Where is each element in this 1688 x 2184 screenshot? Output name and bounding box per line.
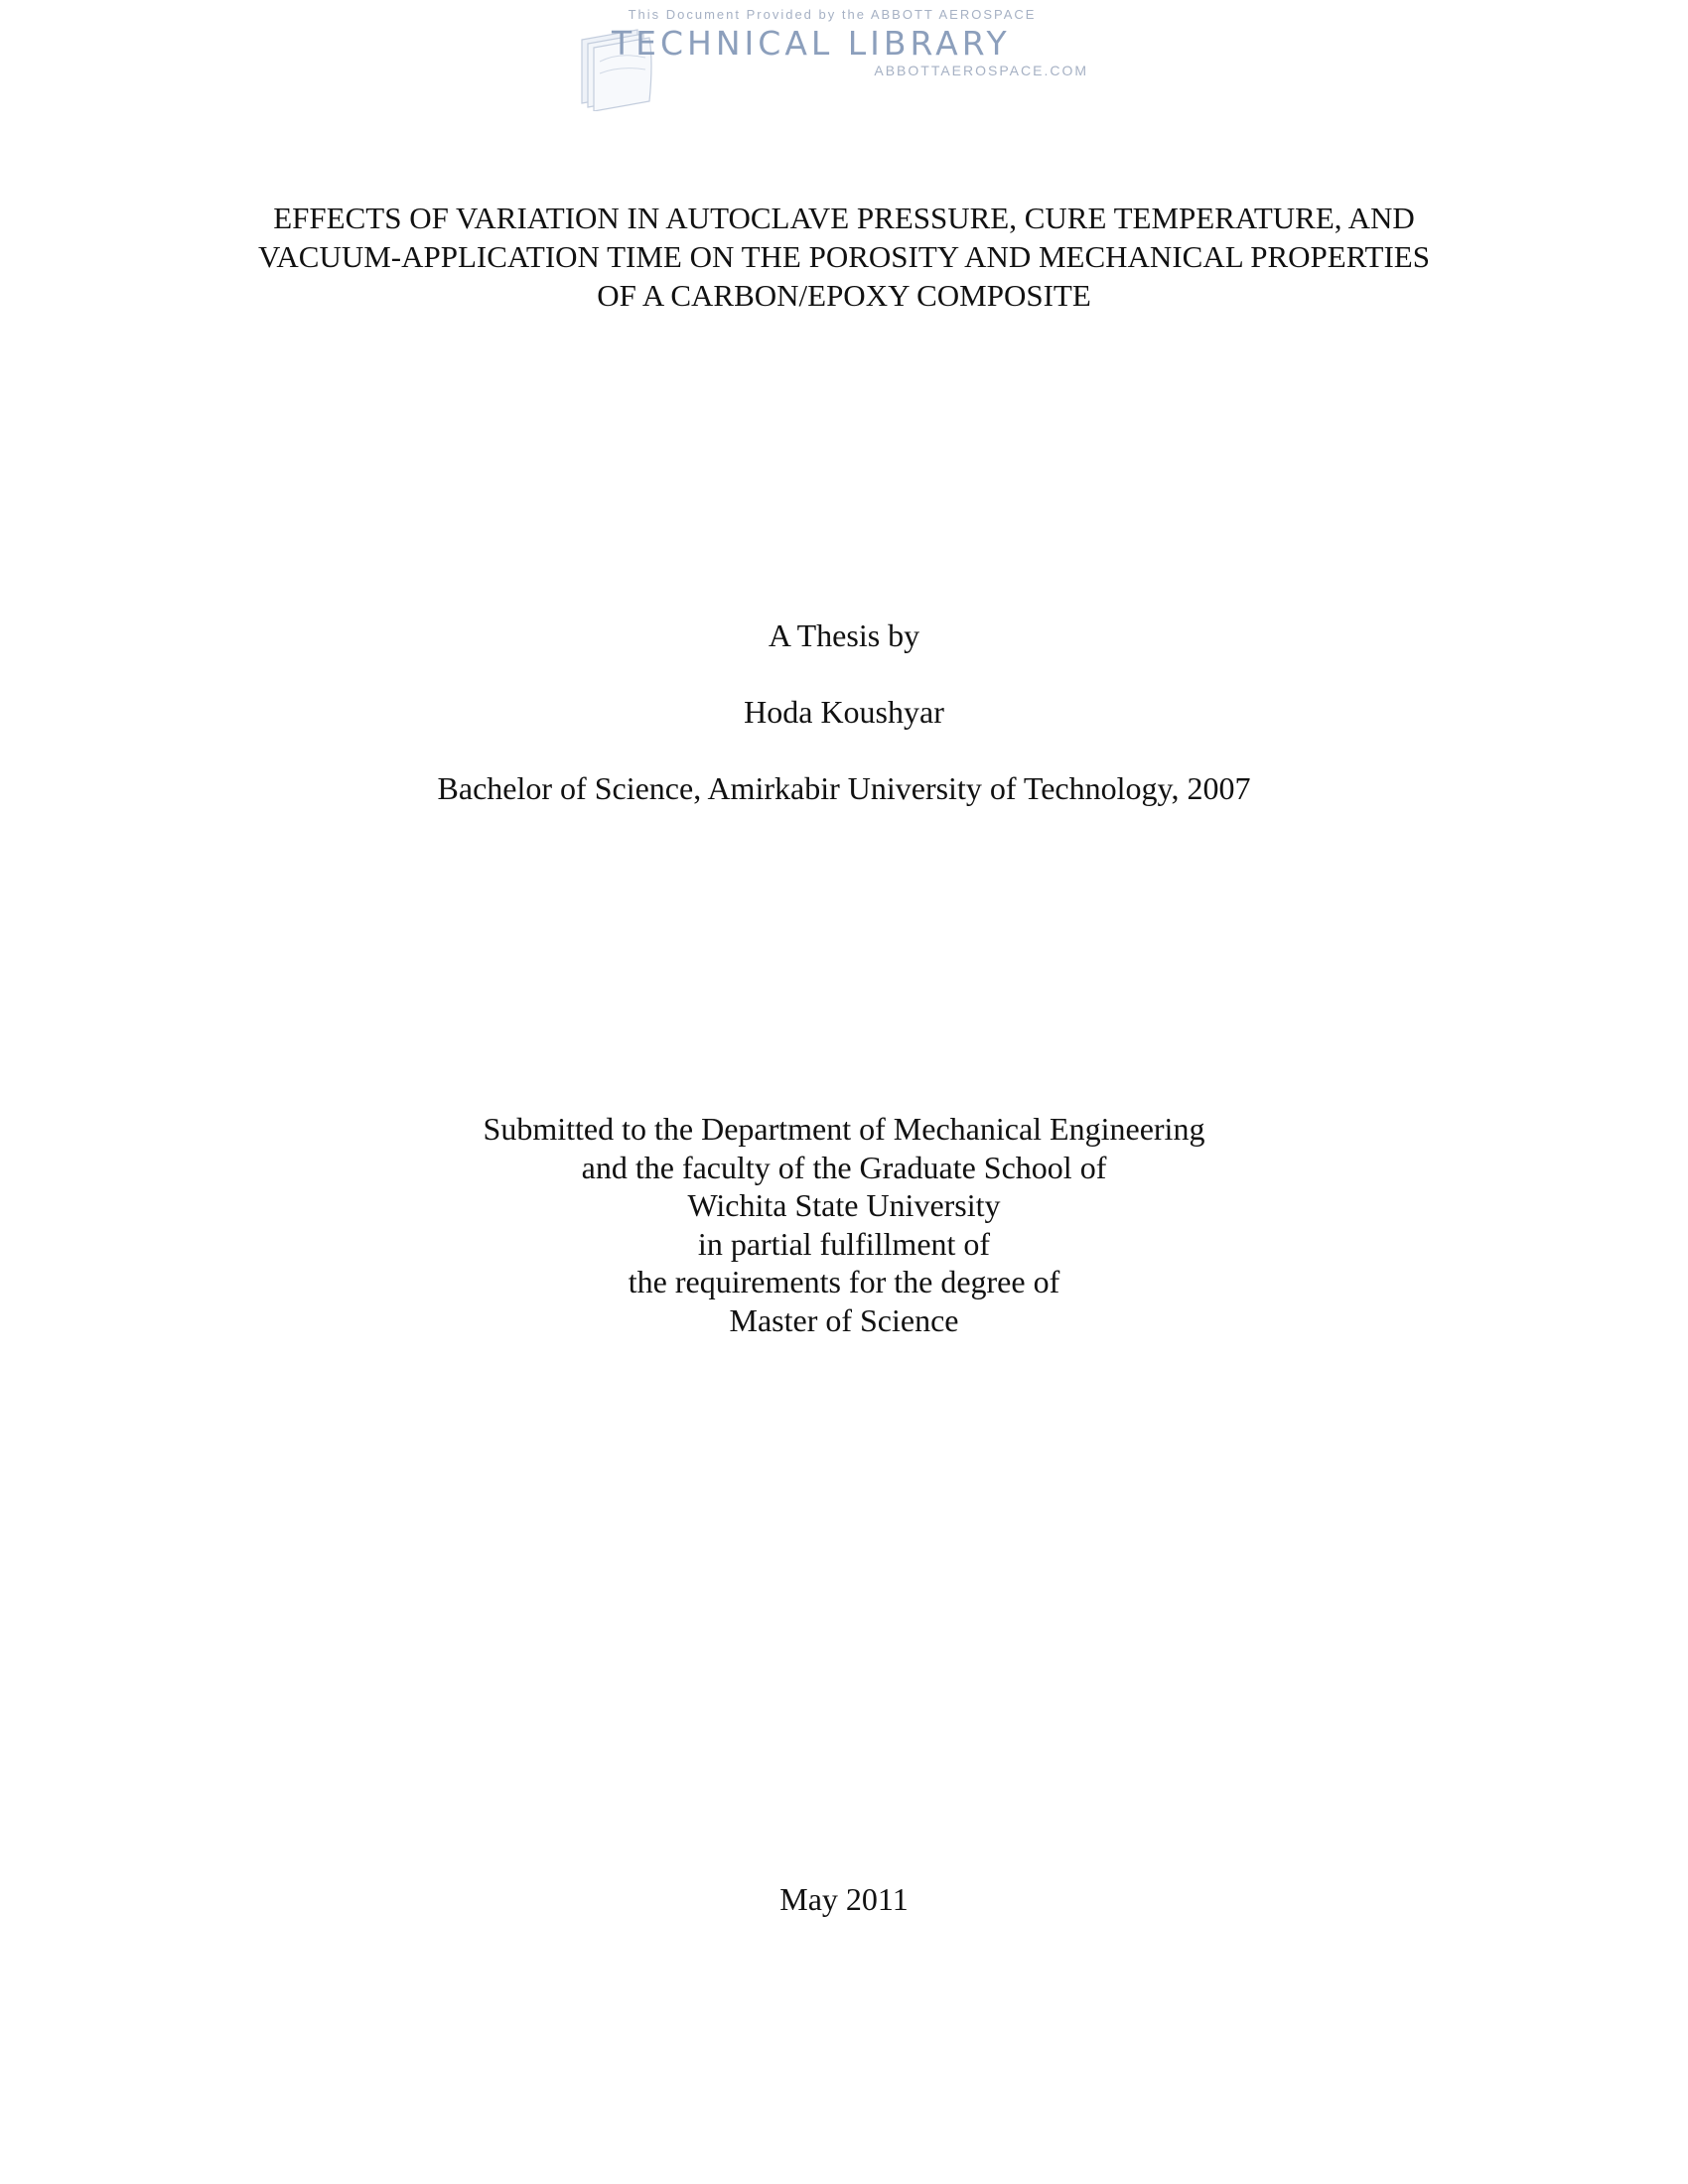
submission-line: Master of Science <box>729 1301 959 1338</box>
thesis-title-line: EFFECTS OF VARIATION IN AUTOCLAVE PRESSURE, CURE TEMPERATURE, AND <box>273 201 1415 235</box>
submission-line: Wichita State University <box>687 1187 1001 1223</box>
thesis-title-line: OF A CARBON/EPOXY COMPOSITE <box>597 278 1091 313</box>
prior-degree: Bachelor of Science, Amirkabir University of Technology, 2007 <box>437 770 1251 806</box>
submission-line: Submitted to the Department of Mechanical Engineering <box>483 1111 1205 1147</box>
watermark-website: ABBOTTAEROSPACE.COM <box>874 63 1088 78</box>
thesis-title <box>149 199 1539 315</box>
submission-line: the requirements for the degree of <box>628 1264 1060 1299</box>
submission-line: in partial fulfillment of <box>697 1225 991 1262</box>
submission-line: and the faculty of the Graduate School of <box>581 1149 1107 1185</box>
thesis-title-line: VACUUM-APPLICATION TIME ON THE POROSITY AND MECHANICAL PROPERTIES <box>258 239 1430 274</box>
thesis-by-label: A Thesis by <box>768 617 920 653</box>
author-name: Hoda Koushyar <box>744 694 944 730</box>
watermark-library-name: TECHNICAL LIBRARY <box>612 24 1011 63</box>
watermark-provider-line: This Document Provided by the ABBOTT AEROSPACE <box>628 7 1037 22</box>
submission-date: May 2011 <box>779 1881 909 1917</box>
submission-statement <box>149 1110 1539 1339</box>
technical-library-watermark <box>574 4 1090 115</box>
